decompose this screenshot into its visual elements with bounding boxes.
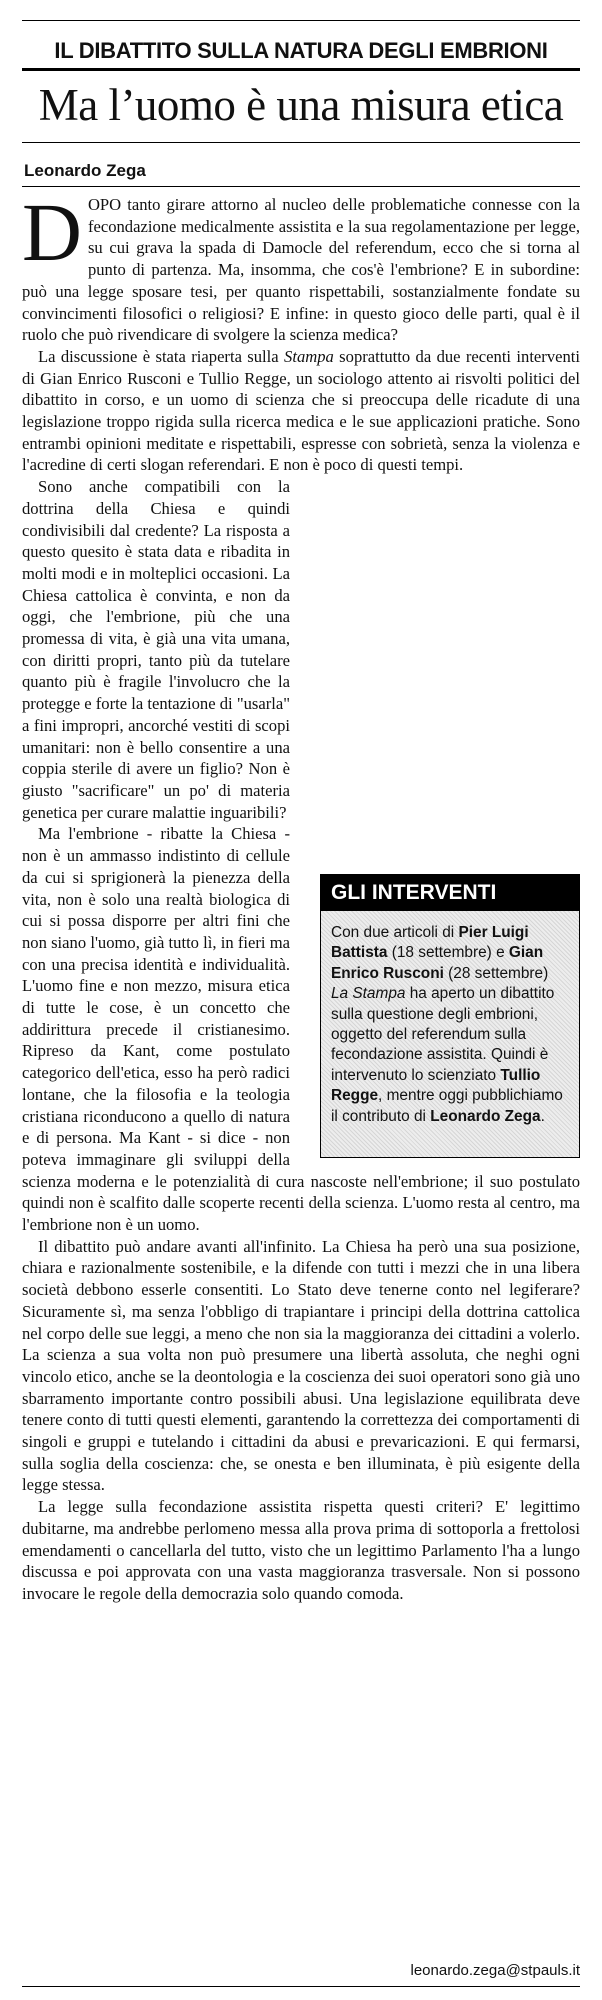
paragraph-6-text: La legge sulla fecondazione assistita rispetta questi criteri? E' legittimo dubitarne, ma andrebbe perlomeno messa alla prova prima di sottoporla a frettolosi emendamenti o cancellarla del tutto, visto che un legittimo Parlamento l'ha a lungo discussa e poi approvata con una vasta maggioranza trasversale. Non si possono invocare le regole della democrazia solo quando comoda. <box>22 1497 580 1603</box>
sidebar-name-regge: Tullio Regge <box>331 1066 541 1105</box>
headline-rule <box>22 142 580 143</box>
sidebar-text-5: , mentre oggi pubblichiamo il contributo di <box>331 1087 563 1125</box>
sidebar-text-4: ha aperto un dibattito sulla questione degli embrioni, oggetto del referendum sulla fecondazione assistita. Quindi è intervenuto lo scienziato <box>331 985 555 1084</box>
byline: Leonardo Zega <box>24 161 146 180</box>
sidebar-name-rusconi: Gian Enrico Rusconi <box>331 944 544 982</box>
paragraph-5 <box>22 1236 580 1496</box>
paragraph-2-text-b: soprattutto da due recenti interventi di Gian Enrico Rusconi e Tullio Regge, un sociologo attento ai risvolti politici del dibattito in corso, e un uomo di scienza che si preoccupa delle ricadute di una legislazione troppo rigida sulla ricerca medica e le sue applicazioni pratiche. Sono entrambi opinioni meditate e rispettabili, espresse con sobrietà, senza la violenza e l'acredine di certi slogan referendari. E non è poco di questi tempi. <box>22 346 580 475</box>
paragraph-6 <box>22 1496 580 1605</box>
drop-cap: D <box>22 186 82 278</box>
newspaper-name: Stampa <box>284 346 334 366</box>
paragraph-5-text: Il dibattito può andare avanti all'infinito. La Chiesa ha però una sua posizione, chiara e razionalmente sostenibile, e la difende con tutti i mezzi che in una libera società debbono esserle consentiti. Lo Stato deve tenerne conto nel legiferare? Sicuramente sì, ma senza l'obbligo di trapiantare i principi della dottrina cattolica nel corpo delle sue leggi, a meno che non sia la maggioranza dei cittadini a volerlo. La scienza a sua volta non può presumere una libertà assoluta, che neghi ogni vincolo etico, anche se la deontologia e la coscienza dei suoi operatori sono già uno sbarramento importante contro possibili abusi. Una legislazione equilibrata deve tenere conto di tutti questi elementi, garantendo la correttezza dei comportamenti di singoli e gruppi e tutelando i cittadini da abusi e prevaricazioni. E qui fermarsi, sulla soglia della coscienza: che, se onesta e ben illuminata, è più esigente della legge stessa. <box>22 1236 580 1495</box>
kicker-rule <box>22 68 580 71</box>
sidebar-text-1: Con due articoli di <box>331 924 459 941</box>
sidebar-newspaper: La Stampa <box>331 985 406 1003</box>
bottom-rule <box>22 1986 580 1987</box>
sidebar-text-2: (18 settembre) e <box>387 944 509 962</box>
top-rule <box>22 20 580 21</box>
paragraph-1 <box>22 186 580 346</box>
sidebar-name-zega: Leonardo Zega <box>430 1107 541 1125</box>
author-email: leonardo.zega@stpauls.it <box>410 1962 580 1979</box>
sidebar-text-3: (28 settembre) <box>443 964 549 982</box>
paragraph-1-text: OPO tanto girare attorno al nucleo delle problematiche connesse con la fecondazione medicalmente assistita e la sua regolamentazione per legge, su cui grava la spada di Damocle del referendum, ecco che si torna al punto di partenza. Ma, insomma, che cos'è l'embrione? E in subordine: può una legge sposare tesi, per quanto rispettabili, sostanzialmente fondate su convincimenti filosofici o religiosi? E infine: in questo gioco delle parti, qual è il ruolo che può rivendicare di svolgere la scienza medica? <box>22 195 580 345</box>
sidebar-box <box>320 874 580 1158</box>
byline-rule <box>22 186 580 187</box>
paragraph-4-text: Ma l'embrione - ribatte la Chiesa - non è un ammasso indistinto di cellule da cui si sprigionerà la pienezza della vita, non è solo una realtà biologica di cui si possa disporre per altri fini che non siano l'uomo, già tutto lì, in fieri ma con una precisa identità e individualità. L'uomo fine e non mezzo, misura etica di tutte le cose, è un concetto che addirittura precede il cristianesimo. Ripreso da Kant, come postulato categorico dell'etica, esso ha però radici lontane, che la filosofia e la teologia cristiana riconducono a quello di natura e di persona. Ma Kant - si dice - non poteva immaginare gli sviluppi della scienza moderna e le potenzialità di cura nascoste nell'embrione; il suo postulato quindi non è scalfito dalle scoperte recenti della scienza. L'uomo resta al centro, ma l'embrione non è un uomo. <box>22 824 580 1235</box>
sidebar-name-battista: Pier Luigi Battista <box>331 924 529 962</box>
paragraph-3-text: Sono anche compatibili con la dottrina della Chiesa e quindi condivisibili dal credente? La risposta a questo quesito è stata data e ribadita in molti modi e in molteplici occasioni. La Chiesa cattolica è convinta, e non da oggi, che l'embrione, più che una promessa di vita, è già una vita umana, con diritti propri, tanto più da tutelare quanto più è fragile l'involucro che la protegge e forte la tentazione di "usarla" a fini impropri, ancorché vestiti di scopi umanitari: non è bello consentire a una coppia sterile di avere un figlio? Non è giusto "sacrificare" un po' di materia genetica per curare malattie inguaribili? <box>22 477 290 822</box>
paragraph-3 <box>22 476 580 823</box>
paragraph-2 <box>22 346 580 476</box>
sidebar-text <box>321 911 579 1127</box>
sidebar-title: GLI INTERVENTI <box>321 875 579 911</box>
article-page <box>22 0 580 2000</box>
kicker: IL DIBATTITO SULLA NATURA DEGLI EMBRIONI <box>54 38 548 63</box>
sidebar-text-6: . <box>540 1107 545 1125</box>
headline: Ma l’uomo è una misura etica <box>38 80 564 130</box>
paragraph-2-text-a: La discussione è stata riaperta sulla <box>38 346 285 366</box>
